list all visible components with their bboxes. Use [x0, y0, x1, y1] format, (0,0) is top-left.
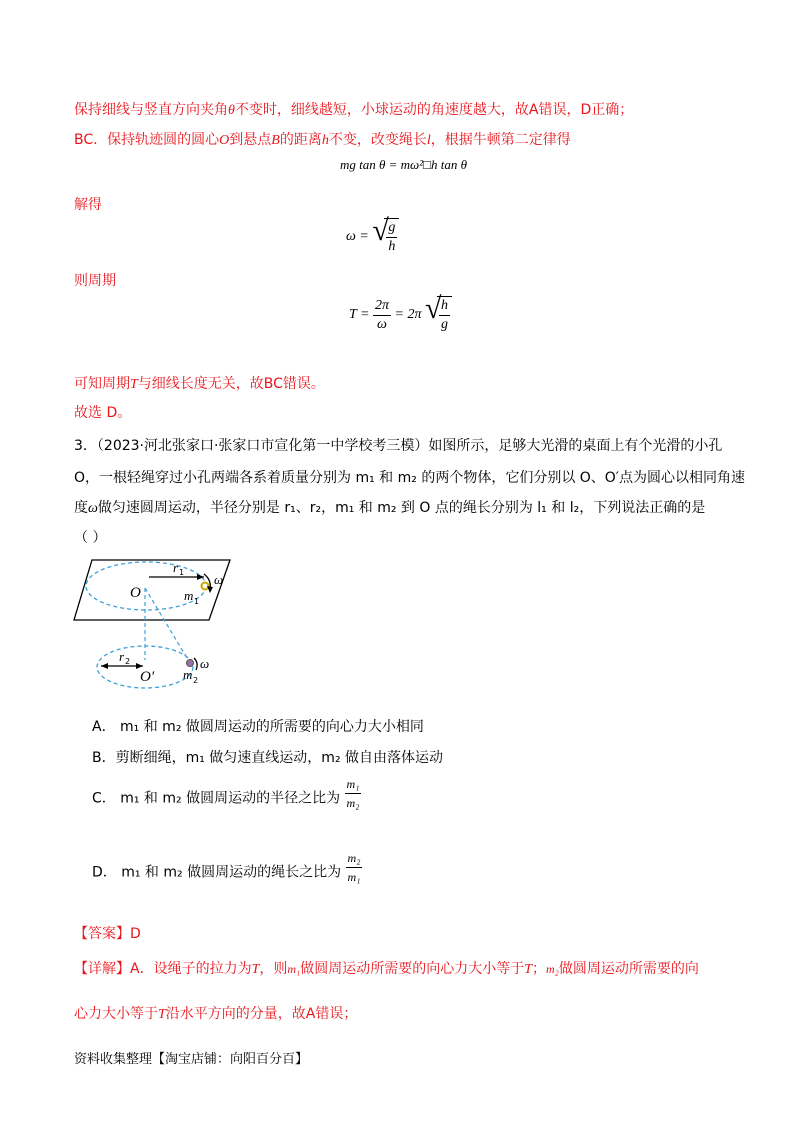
equation-2 [346, 214, 399, 256]
rotation-arrow [194, 658, 197, 670]
label-O: O [130, 585, 141, 601]
eq2-lhs: ω = [346, 229, 369, 245]
symbol-m1: m₁ [287, 962, 301, 976]
theta-symbol: θ [228, 103, 235, 118]
text-part: 可知周期 [74, 376, 130, 392]
mass-m1 [202, 583, 209, 590]
detail-label: 【详解】 [74, 961, 130, 977]
label-r1-sub: 1 [179, 568, 185, 577]
physics-figure [70, 550, 240, 695]
label-omega-1: ω [214, 572, 224, 587]
footer-text: 资料收集整理【淘宝店铺：向阳百分百】 [74, 1052, 309, 1067]
option-D [92, 853, 362, 890]
text-conclusion-1 [74, 373, 325, 393]
fraction [346, 849, 363, 886]
label-m2-sub: 2 [193, 676, 199, 685]
frac-num: m₂ [346, 849, 363, 868]
label-m2: m [183, 667, 193, 682]
sqrt: √ $\frac{g}{h}$ [372, 218, 399, 256]
text-zeqi: 则周期 [74, 273, 116, 289]
label-r2-sub: 2 [125, 657, 131, 666]
eq3-lhs: T = [349, 307, 370, 323]
frac-num: 2π [373, 297, 391, 316]
text-part: 的距离 [279, 132, 322, 148]
arrowhead [207, 586, 213, 593]
text-part: 做匀速圆周运动，半径分别是 r₁、r₂，m₁ 和 m₂ 到 O 点的绳长分别为 l₁ 和 l₂，下列说法正确的是 [97, 500, 706, 516]
answer-label: 【答案】 [74, 926, 130, 942]
symbol-m2: m₂ [546, 962, 559, 976]
text-part: ，则 [259, 961, 288, 977]
symbol-l: l [426, 133, 431, 148]
answer-paren: （ ） [74, 530, 107, 546]
text-part: 不变，改变绳长 [328, 132, 427, 148]
question-3-line-1: 3．（2023·河北张家口·张家口市宣化第一中学校考三模）如图所示，足够大光滑的桌面上有个光滑的小孔 [74, 438, 723, 454]
symbol-B: B [271, 133, 280, 148]
option-D-text: D． m₁ 和 m₂ 做圆周运动的绳长之比为 [92, 864, 342, 881]
label-O-prime: O′ [140, 669, 155, 685]
symbol-h: h [321, 133, 329, 148]
mass-m2 [187, 660, 194, 667]
option-C-text: C． m₁ 和 m₂ 做圆周运动的半径之比为 [92, 790, 341, 807]
option-B: B．剪断细绳，m₁ 做匀速直线运动，m₂ 做自由落体运动 [92, 750, 444, 766]
text-part: 度 [74, 500, 88, 516]
detail-line-2 [74, 1003, 357, 1023]
question-3-line-2: O，一根轻绳穿过小孔两端各系着质量分别为 m₁ 和 m₂ 的两个物体，它们分别以 O、O′点为圆心以相同角速 [74, 470, 745, 486]
text-part: 保持细线与竖直方向夹角 [74, 102, 228, 118]
text-conclusion-2: 故选 D。 [74, 405, 132, 421]
frac-num: h [439, 297, 450, 316]
fraction [345, 775, 362, 812]
symbol-T: T [251, 962, 260, 977]
text-part: BC．保持轨迹圆的圆心 [74, 132, 220, 148]
frac-den: g [440, 317, 448, 332]
symbol-T: T [130, 377, 138, 392]
text-part: ，根据牛顿第二定律得 [430, 132, 571, 148]
label-r2: r [119, 649, 125, 664]
label-r1: r [173, 560, 179, 575]
answer-value: D [130, 926, 141, 942]
frac-den: m₂ [346, 796, 360, 810]
text-line-2 [74, 129, 571, 149]
frac-den: m₁ [347, 870, 361, 884]
option-A: A． m₁ 和 m₂ 做圆周运动的所需要的向心力大小相同 [92, 719, 424, 735]
arrowhead [101, 663, 108, 669]
text-part: 沿水平方向的分量，故A错误； [165, 1006, 358, 1022]
symbol-O: O [219, 133, 230, 148]
symbol-T: T [158, 1007, 166, 1022]
label-omega-2: ω [200, 656, 210, 671]
text-part: 心力大小等于 [74, 1006, 158, 1022]
frac-den: h [388, 239, 396, 254]
omega-symbol: ω [88, 501, 98, 516]
text-line-1 [74, 99, 633, 119]
text-jiede: 解得 [74, 197, 102, 213]
answer-line [74, 923, 141, 943]
text-part: 做圆周运动所需要的向心力大小等于 [300, 961, 525, 977]
symbol-T: T [524, 962, 533, 977]
text-part: 与细线长度无关，故BC错误。 [137, 376, 325, 392]
frac-den: ω [377, 316, 387, 332]
text-part: ； [532, 961, 547, 977]
fraction [373, 297, 391, 334]
question-3-line-3 [74, 497, 705, 517]
detail-line-1 [74, 958, 699, 978]
sqrt: √ $\frac{h}{g}$ [425, 296, 452, 334]
text-part: A．设绳子的拉力为 [130, 961, 252, 977]
text-part: 做圆周运动所需要的向 [558, 961, 699, 977]
label-m1-sub: 1 [194, 597, 200, 606]
frac-num: g [386, 219, 397, 238]
frac-num: m₁ [345, 775, 362, 794]
text-part: 不变时，细线越短，小球运动的角速度越大，故A错误，D正确； [234, 102, 634, 118]
equation-1: mg tan θ = mω²□h tan θ [340, 157, 467, 172]
label-m1: m [184, 588, 194, 603]
option-C [92, 779, 361, 816]
text-part: 到悬点 [229, 132, 272, 148]
equation-3 [349, 292, 452, 334]
eq3-mid: = 2π [394, 307, 422, 323]
